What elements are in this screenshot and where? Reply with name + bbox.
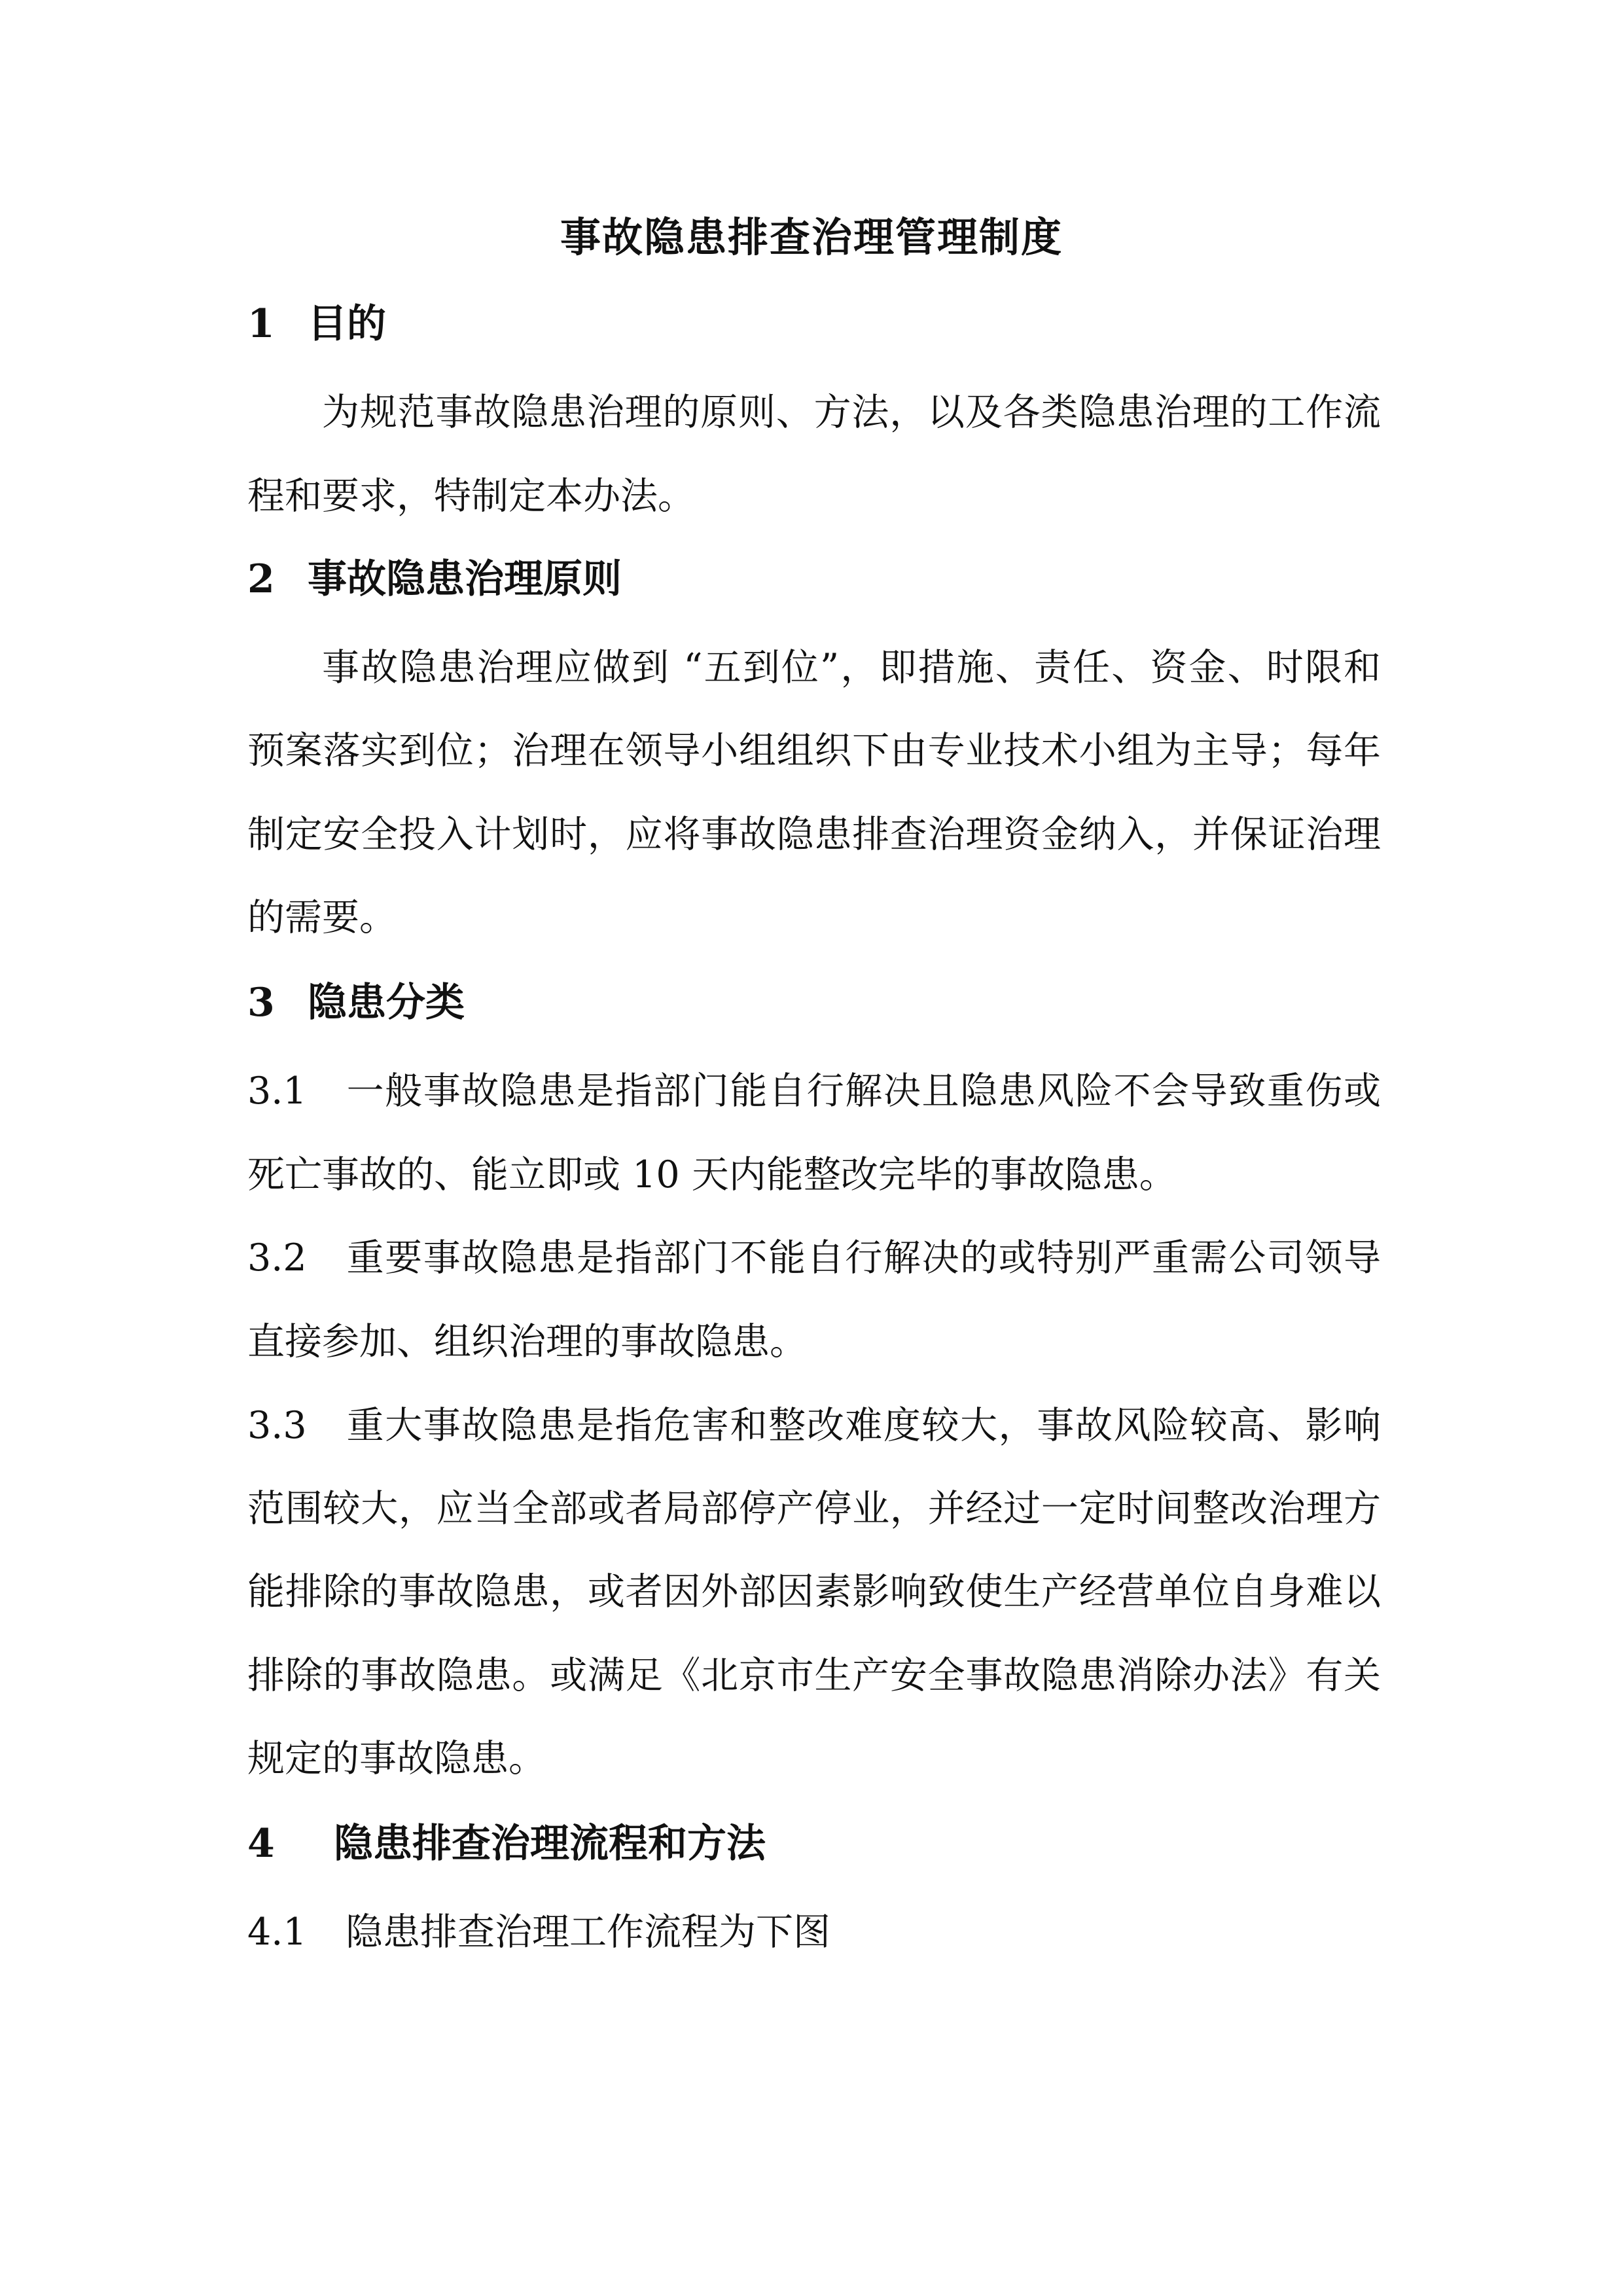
section-heading-2 [247,553,622,605]
paragraph-line: 事故隐患治理应做到 “五到位”，即措施、责任、资金、时限和 [322,646,1381,689]
clause-line: 直接参加、组织治理的事故隐患。 [247,1320,807,1363]
section-number: 1 [247,301,275,347]
clause-text: 隐患排查治理工作流程为下图 [346,1910,830,1954]
paragraph-line: 程和要求，特制定本办法。 [247,475,695,518]
clause-line: 能排除的事故隐患，或者因外部因素影响致使生产经营单位自身难以 [247,1570,1381,1613]
section-title: 事故隐患治理原则 [308,556,622,602]
section-heading-4 [247,1818,766,1870]
paragraph-line: 为规范事故隐患治理的原则、方法，以及各类隐患治理的工作流 [322,391,1381,434]
paragraph-line: 的需要。 [247,896,397,939]
section-number: 2 [247,556,275,602]
clause-number: 3.3 [247,1404,307,1447]
clause-number: 4.1 [247,1910,307,1954]
section-title: 目的 [308,301,386,347]
clause-number: 3.2 [247,1236,307,1280]
section-heading-3 [247,977,465,1029]
section-number: 3 [247,980,275,1026]
document-title: 事故隐患排查治理管理制度 [560,213,1063,261]
clause-number: 3.1 [247,1069,307,1113]
section-heading-1 [247,298,386,350]
paragraph-line: 预案落实到位；治理在领导小组组织下由专业技术小组为主导；每年 [247,729,1381,772]
clause-line: 排除的事故隐患。或满足《北京市生产安全事故隐患消除办法》有关 [247,1654,1381,1697]
clause-line [247,1906,1381,1958]
clause-line [247,1232,1381,1284]
section-title: 隐患分类 [308,980,465,1026]
clause-line: 死亡事故的、能立即或 10 天内能整改完毕的事故隐患。 [247,1153,1177,1196]
clause-line [247,1065,1381,1117]
clause-text: 重大事故隐患是指危害和整改难度较大，事故风险较高、影响 [346,1404,1381,1447]
section-number: 4 [247,1821,275,1867]
clause-line: 范围较大，应当全部或者局部停产停业，并经过一定时间整改治理方 [247,1487,1381,1530]
clause-text: 重要事故隐患是指部门不能自行解决的或特别严重需公司领导 [346,1236,1381,1280]
clause-line [247,1399,1381,1452]
clause-line: 规定的事故隐患。 [247,1737,546,1780]
paragraph-line: 制定安全投入计划时，应将事故隐患排查治理资金纳入，并保证治理 [247,813,1381,856]
clause-text: 一般事故隐患是指部门能自行解决且隐患风险不会导致重伤或 [346,1069,1381,1113]
section-title: 隐患排查治理流程和方法 [334,1821,766,1867]
